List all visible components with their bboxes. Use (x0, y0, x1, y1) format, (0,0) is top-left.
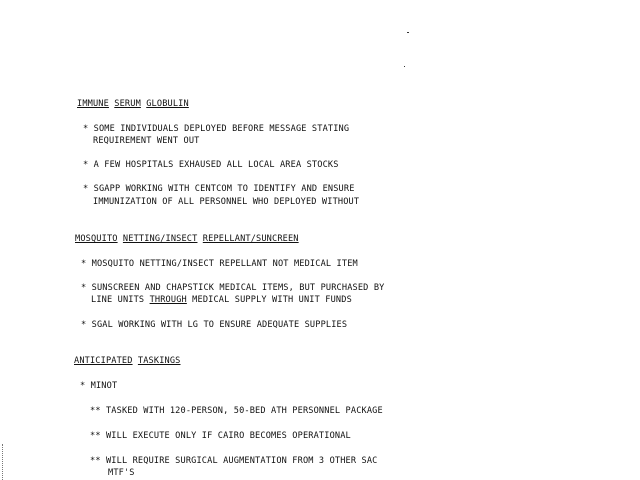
bullet-line: * A FEW HOSPITALS EXHAUSED ALL LOCAL AREA STOCKS (83, 160, 339, 170)
scan-edge-dots (2, 444, 4, 480)
scan-speck (404, 66, 405, 67)
bullet-line: * MINOT (80, 381, 118, 391)
bullet-line: LINE UNITS THROUGH MEDICAL SUPPLY WITH UNIT FUNDS (91, 295, 352, 305)
bullet-line: * SGAL WORKING WITH LG TO ENSURE ADEQUATE SUPPLIES (81, 320, 348, 330)
section-heading: ANTICIPATED TASKINGS (74, 356, 181, 366)
sub-bullet-line: ** WILL REQUIRE SURGICAL AUGMENTATION FROM 3 OTHER SAC (90, 456, 378, 466)
bullet-line: * SUNSCREEN AND CHAPSTICK MEDICAL ITEMS, BUT PURCHASED BY (81, 283, 385, 293)
bullet-line: * SOME INDIVIDUALS DEPLOYED BEFORE MESSAGE STATING (83, 124, 350, 134)
section-heading: MOSQUITO NETTING/INSECT REPELLANT/SUNCREEN (75, 234, 299, 244)
bullet-line: IMMUNIZATION OF ALL PERSONNEL WHO DEPLOYED WITHOUT (93, 197, 360, 207)
sub-bullet-line: ** WILL EXECUTE ONLY IF CAIRO BECOMES OPERATIONAL (90, 431, 351, 441)
bullet-line: * MOSQUITO NETTING/INSECT REPELLANT NOT MEDICAL ITEM (81, 259, 358, 269)
sub-bullet-line: ** TASKED WITH 120-PERSON, 50-BED ATH PERSONNEL PACKAGE (90, 406, 383, 416)
section-heading: IMMUNE SERUM GLOBULIN (77, 99, 189, 109)
sub-bullet-line: MTF'S (108, 468, 135, 478)
scan-speck (407, 32, 409, 33)
bullet-line: * SGAPP WORKING WITH CENTCOM TO IDENTIFY AND ENSURE (83, 184, 355, 194)
bullet-line: REQUIREMENT WENT OUT (93, 136, 200, 146)
